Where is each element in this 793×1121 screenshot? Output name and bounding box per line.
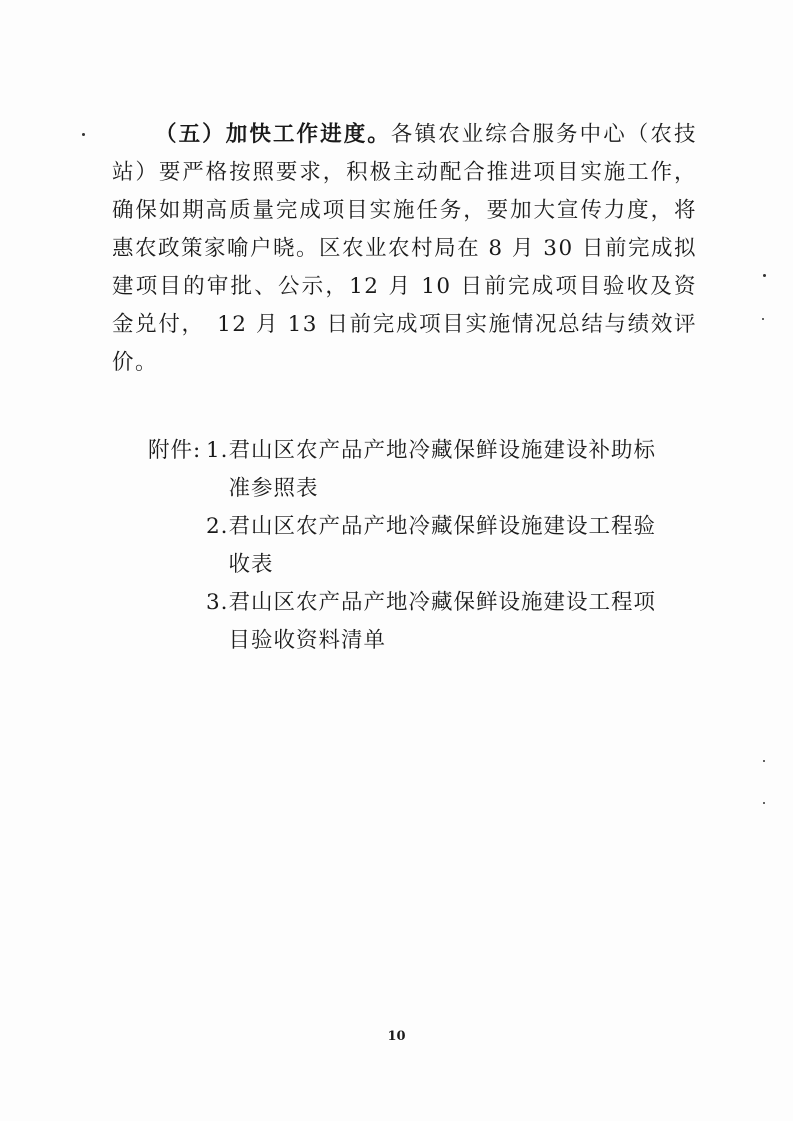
attachment-row-3 (148, 584, 708, 660)
scan-speck (82, 133, 85, 136)
attachment-title: 君山区农产品产地冷藏保鲜设施建设工程项目验收资料清单 (228, 590, 657, 653)
attachment-number: 2. (206, 514, 229, 539)
attachment-number: 1. (206, 438, 229, 463)
section-paragraph (112, 116, 697, 382)
scan-speck (763, 802, 765, 804)
attachment-row-2 (148, 508, 708, 584)
attachments-list (148, 432, 708, 660)
scan-speck (763, 760, 765, 762)
attachments-label-spacer (148, 584, 206, 660)
attachments-label: 附件: (148, 438, 202, 463)
section-body: 各镇农业综合服务中心（农技站）要严格按照要求，积极主动配合推进项目实施工作，确保如期高质量完成项目实施任务，要加大宣传力度，将惠农政策家喻户晓。区农业农村局在 8 月 30 日前完成拟建项目的审批、公示，12 月 10 日前完成项目验收及资金兑付， 12 月 13 日前完成项目实施情况总结与绩效评价。 (112, 122, 697, 375)
section-heading: （五）加快工作进度。 (155, 122, 391, 147)
scan-speck (763, 274, 766, 277)
attachment-item (206, 584, 674, 660)
attachment-item (206, 508, 674, 584)
work-progress-section (112, 116, 697, 382)
page-number: 10 (387, 1029, 406, 1044)
attachment-number: 3. (206, 590, 229, 615)
attachments-label-spacer (148, 508, 206, 584)
scan-speck (762, 318, 764, 320)
attachment-title: 君山区农产品产地冷藏保鲜设施建设工程验收表 (228, 514, 657, 577)
attachment-item (206, 432, 674, 508)
attachment-title: 君山区农产品产地冷藏保鲜设施建设补助标准参照表 (228, 438, 657, 501)
attachment-row-1 (148, 432, 708, 508)
